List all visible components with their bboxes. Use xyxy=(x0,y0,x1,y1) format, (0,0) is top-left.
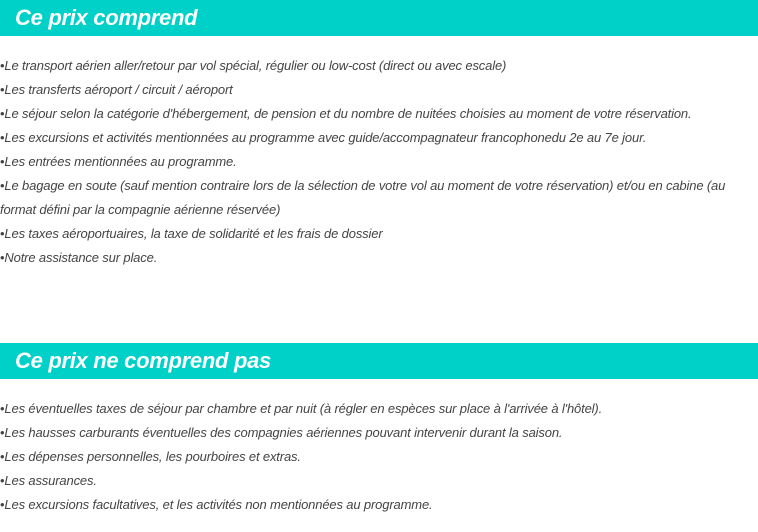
list-item: • Le bagage en soute (sauf mention contraire lors de la sélection de votre vol au moment de votre réservation) et/ou en cabine (au format défini par la compagnie aérienne réservée) xyxy=(0,174,752,222)
list-item: • Les excursions facultatives, et les activités non mentionnées au programme. xyxy=(0,493,752,517)
list-item: • Les entrées mentionnées au programme. xyxy=(0,150,752,174)
list-item: • Les assurances. xyxy=(0,469,752,493)
list-item: • Les hausses carburants éventuelles des compagnies aériennes pouvant intervenir durant la saison. xyxy=(0,421,752,445)
included-list xyxy=(0,54,752,270)
list-item: • Le séjour selon la catégorie d'hébergement, de pension et du nombre de nuitées choisies au moment de votre réservation. xyxy=(0,102,752,126)
list-item: • Les dépenses personnelles, les pourboires et extras. xyxy=(0,445,752,469)
list-item: • Les éventuelles taxes de séjour par chambre et par nuit (à régler en espèces sur place à l'arrivée à l'hôtel). xyxy=(0,397,752,421)
excluded-section-title: Ce prix ne comprend pas xyxy=(0,343,758,379)
list-item: • Les taxes aéroportuaires, la taxe de solidarité et les frais de dossier xyxy=(0,222,752,246)
list-item: • Les transferts aéroport / circuit / aéroport xyxy=(0,78,752,102)
list-item: • Notre assistance sur place. xyxy=(0,246,752,270)
included-section-title: Ce prix comprend xyxy=(0,0,758,36)
list-item: • Le transport aérien aller/retour par vol spécial, régulier ou low-cost (direct ou avec escale) xyxy=(0,54,752,78)
list-item: • Les excursions et activités mentionnées au programme avec guide/accompagnateur francophonedu 2e au 7e jour. xyxy=(0,126,752,150)
excluded-list xyxy=(0,397,752,517)
